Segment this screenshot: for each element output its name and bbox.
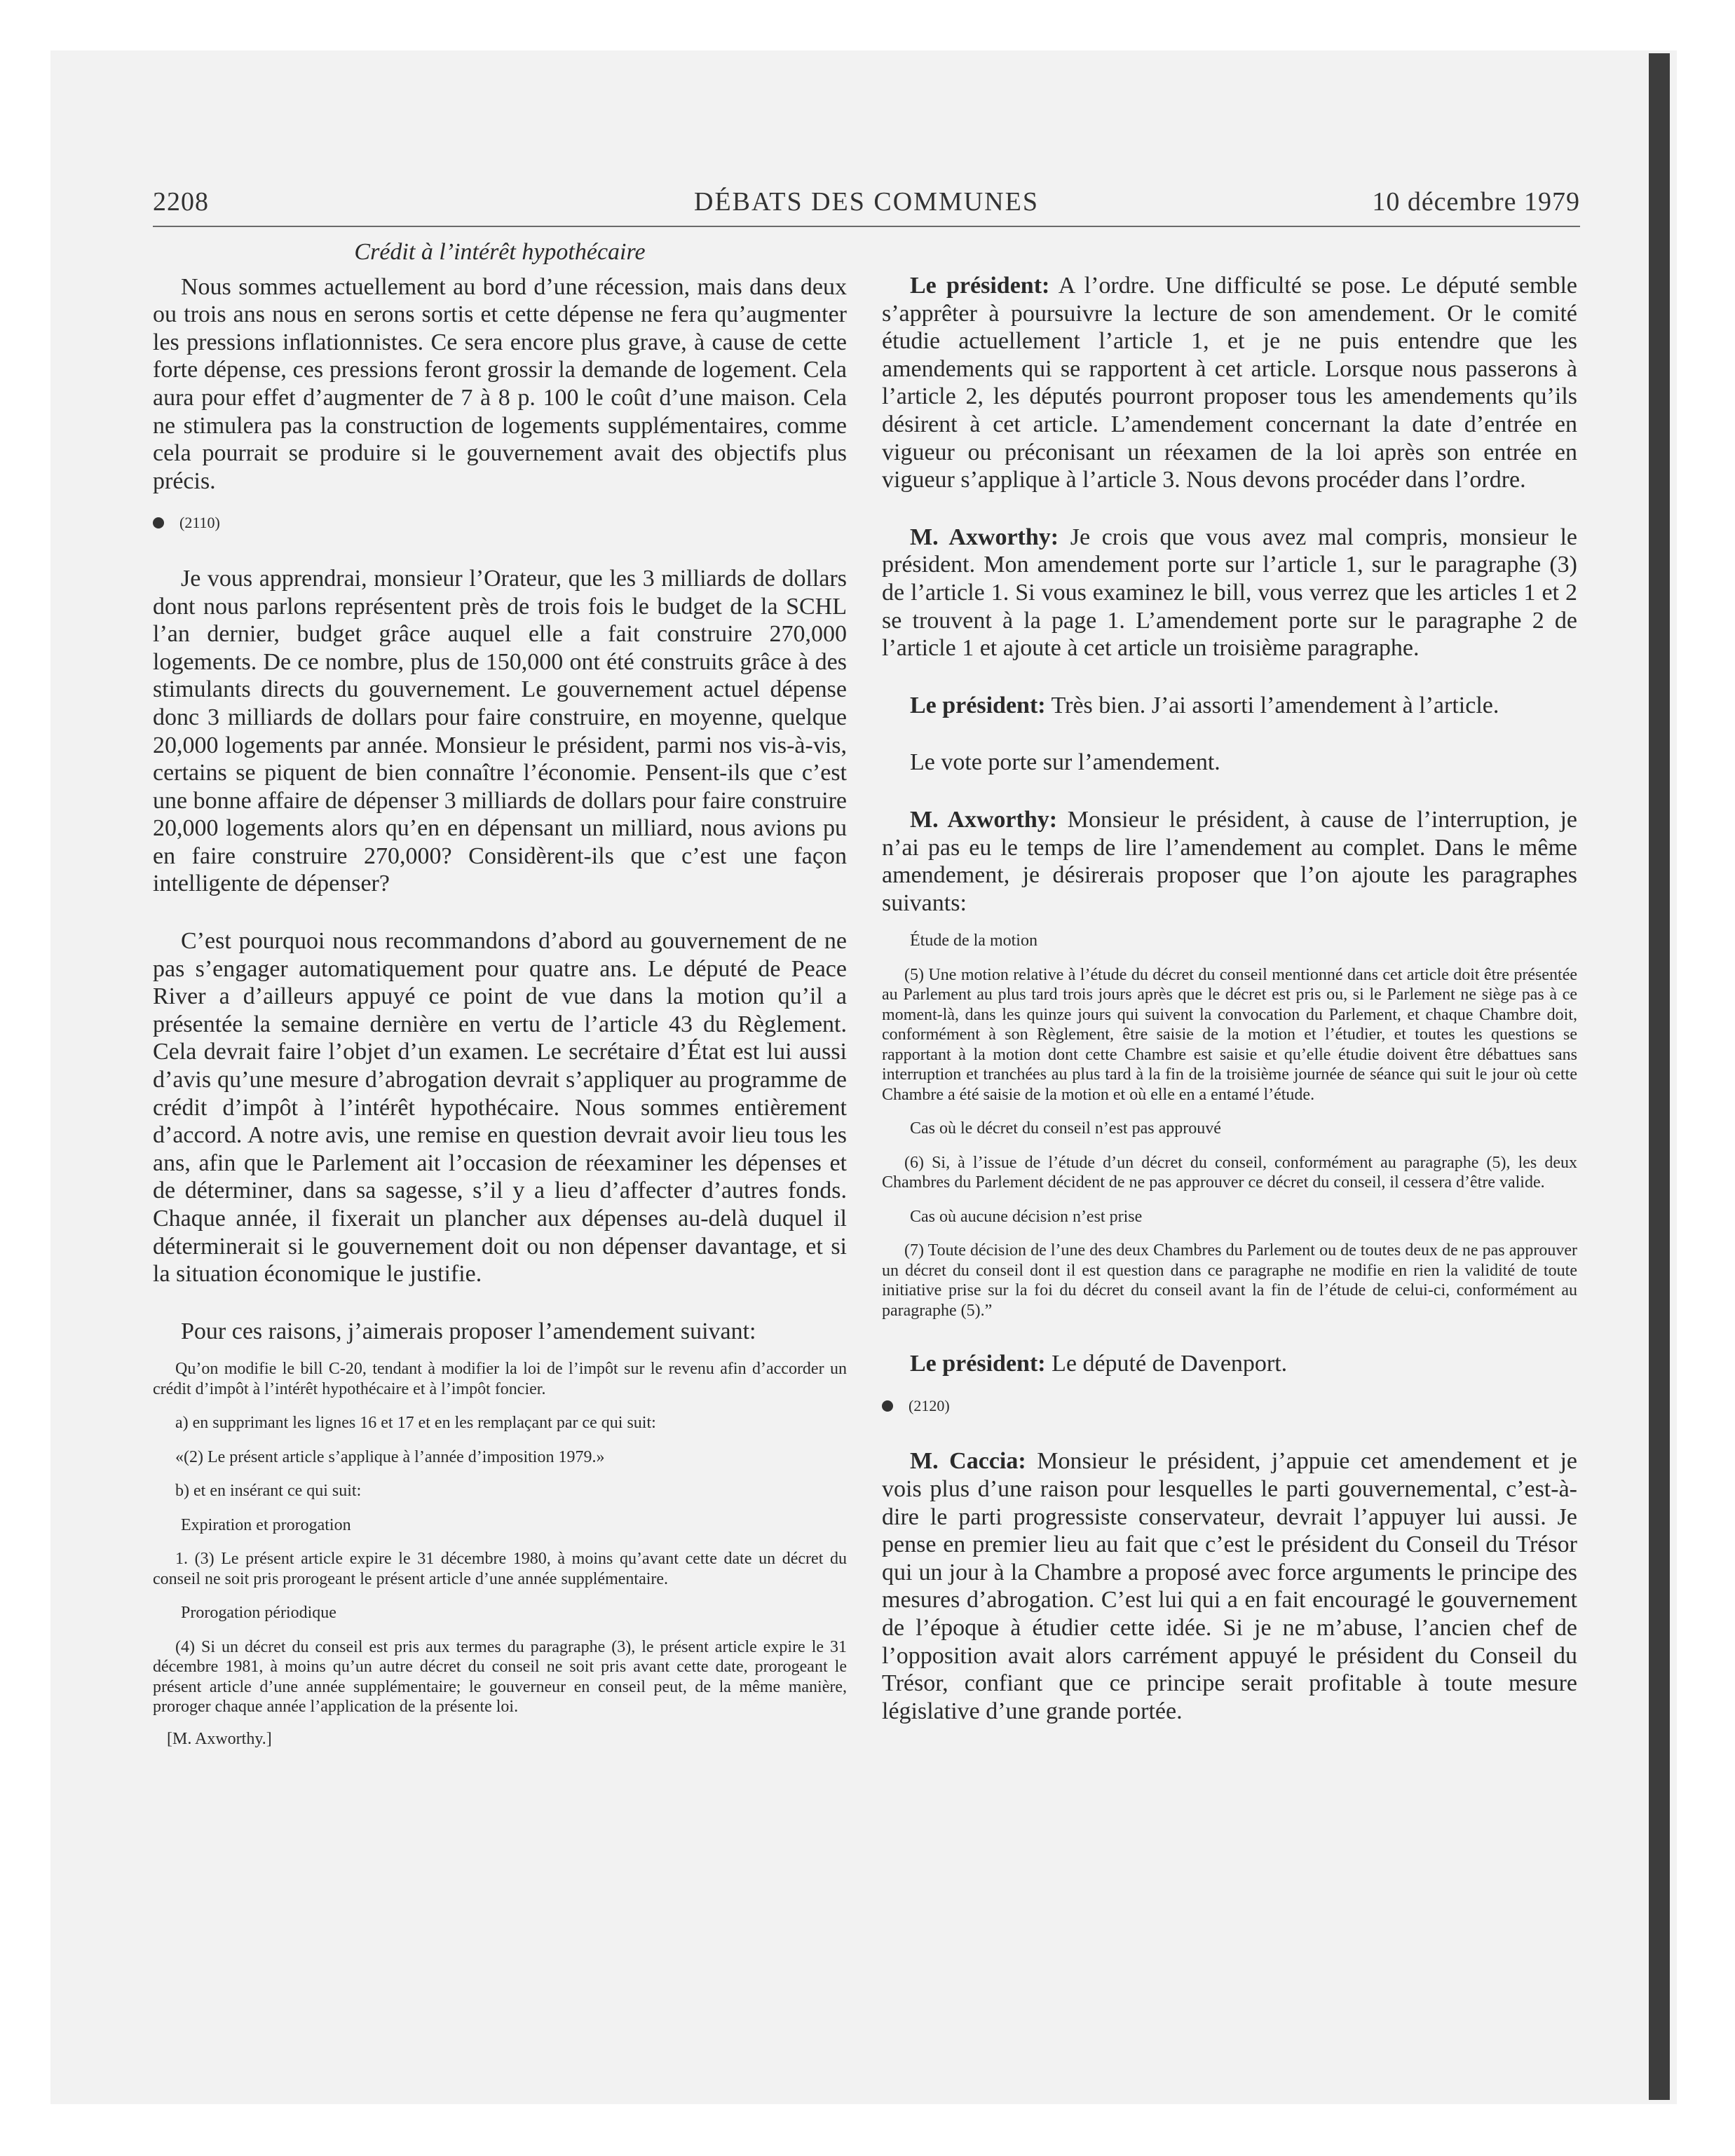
speaker-name: Le président: bbox=[910, 273, 1050, 299]
speech bbox=[882, 806, 1577, 917]
subsection-text: (7) Toute décision de l’une des deux Chambres du Parlement ou de toutes deux de ne pas approuver un décret du conseil dont il est question dans ce paragraphe ne modifie en rien la validité de toute initiative prise sur la foi du décret du conseil avant la fin de l’étude de celui-ci, conformément au paragraphe (5).” bbox=[882, 1241, 1577, 1320]
speech bbox=[882, 524, 1577, 662]
subsection-text: (4) Si un décret du conseil est pris aux termes du paragraphe (3), le présent article expire le 31 décembre 1981, à moins qu’un autre décret du conseil ne soit pris avant cette date, prorogeant le présent article d’une année supplémentaire; le gouverneur en conseil peut, de la même manière, proroger chaque année l’application de la présente loi. bbox=[153, 1637, 847, 1717]
motion-item-b: b) et en insérant ce qui suit: bbox=[175, 1482, 362, 1501]
right-column bbox=[882, 231, 1577, 2082]
scan-edge bbox=[1649, 53, 1670, 2100]
speech-text: Très bien. J’ai assorti l’amendement à l’article. bbox=[1045, 692, 1499, 718]
timestamp-label: (2120) bbox=[909, 1396, 950, 1414]
bullet-icon bbox=[882, 1400, 893, 1412]
subsection-text: 1. (3) Le présent article expire le 31 décembre 1980, à moins qu’avant cette date un décret du conseil ne soit pris prorogeant le présent article d’une année supplémentaire. bbox=[153, 1550, 847, 1588]
journal-title: DÉBATS DES COMMUNES bbox=[694, 187, 1039, 217]
paragraph: Nous sommes actuellement au bord d’une récession, mais dans deux ou trois ans nous en serons sortis et cette dépense ne fera qu’augmenter les pressions inflationnistes. Ce sera encore plus grave, à cause de cette forte dépense, ces pressions feront grossir la demande de logement. Cela aura pour effet d’augmenter de 7 à 8 p. 100 le coût d’une maison. Cela ne stimulera pas la construction de logements supplémentaires, comme cela pourrait se produire si le gouvernement avait des objectifs plus précis. bbox=[153, 273, 847, 494]
paragraph: C’est pourquoi nous recommandons d’abord au gouvernement de ne pas s’engager automatiquement pour quatre ans. Le député de Peace River a d’ailleurs appuyé ce point de vue dans la motion qu’il a présentée la semaine dernière en vertu de l’article 43 du Règlement. Cela devrait faire l’objet d’un examen. Le secrétaire d’État est lui aussi d’avis qu’une mesure d’abrogation devrait s’appliquer au programme de crédit d’impôt à l’intérêt hypothécaire. Nous sommes entièrement d’accord. A notre avis, une remise en question devrait avoir lieu tous les ans, afin que le Parlement ait l’occasion de réexaminer les dépenses et de déterminer, dans sa sagesse, s’il y a lieu d’affecter d’autres fonds. Chaque année, il fixerait un plancher aux dépenses au-delà duquel il déterminerait si le gouvernement doit ou non dépenser davantage, et si la situation économique le justifie. bbox=[153, 928, 847, 1288]
page-date: 10 décembre 1979 bbox=[1372, 187, 1580, 217]
speaker-name: M. Axworthy: bbox=[910, 806, 1058, 833]
paragraph: Le vote porte sur l’amendement. bbox=[910, 749, 1220, 776]
motion-item-a-quote: «(2) Le présent article s’applique à l’année d’imposition 1979.» bbox=[175, 1447, 605, 1466]
speech bbox=[882, 1350, 1577, 1378]
page-number: 2208 bbox=[153, 187, 209, 217]
subsection-text: (6) Si, à l’issue de l’étude d’un décret du conseil, conformément au paragraphe (5), les deux Chambres du Parlement décident de ne pas approuver ce décret du conseil, il cessera d’être valide. bbox=[882, 1153, 1577, 1192]
speech bbox=[882, 692, 1577, 720]
speech-text: Monsieur le président, à cause de l’interruption, je n’ai pas eu le temps de lire l’amendement au complet. Dans le même amendement, je désirerais proposer que l’on ajoute les paragraphes suivants: bbox=[882, 806, 1578, 916]
speech bbox=[882, 272, 1577, 494]
subsection-title: Cas où le décret du conseil n’est pas approuvé bbox=[910, 1119, 1221, 1138]
subsection-title: Étude de la motion bbox=[910, 932, 1037, 950]
speech-text: Monsieur le président, j’appuie cet amendement et je vois plus d’une raison pour lesquelles le parti gouvernemental, c’est-à-dire le parti progressiste conservateur, devrait l’appuyer lui aussi. Je pense en premier lieu au fait que c’est le président du Conseil du Trésor qui un jour à la Chambre a proposé avec force arguments le principe des mesures d’abrogation. C’est lui qui a en fait encouragé le gouvernement de l’époque à étudier cette idée. Si je ne m’abuse, l’ancien chef de l’opposition avait alors carrément appuyé le président du Conseil du Trésor, confiant que ce principe serait profitable à toute mesure législative d’une grande portée. bbox=[882, 1448, 1577, 1724]
paragraph: Pour ces raisons, j’aimerais proposer l’amendement suivant: bbox=[181, 1318, 756, 1344]
timestamp bbox=[153, 509, 847, 537]
subsection-title: Prorogation périodique bbox=[181, 1604, 336, 1623]
speech-text: Je crois que vous avez mal compris, monsieur le président. Mon amendement porte sur l’article 1, sur le paragraphe (3) de l’article 1. Si vous examinez le bill, vous verrez que les articles 1 et 2 se trouvent à la page 1. L’amendement porte sur le paragraphe 2 de l’article 1 et ajoute à cet article un troisième paragraphe. bbox=[882, 524, 1577, 662]
timestamp bbox=[882, 1392, 1577, 1420]
speaker-name: M. Axworthy: bbox=[910, 524, 1059, 550]
speech-text: A l’ordre. Une difficulté se pose. Le député semble s’apprêter à poursuivre la lecture de son amendement. Or le comité étudie actuellement l’article 1, et je ne puis entendre que les amendements qui se rapportent à cet article. Lorsque nous passerons à l’article 2, les députés pourront proposer tous les amendements qu’ils désirent à cet article. L’amendement concernant la date d’entrée en vigueur ou préconisant un réexamen de la loi après son entrée en vigueur s’applique à l’article 3. Nous devons procéder dans l’ordre. bbox=[882, 273, 1577, 493]
section-title: Crédit à l’intérêt hypothécaire bbox=[354, 239, 646, 265]
left-column bbox=[153, 231, 847, 2082]
speaker-name: Le président: bbox=[910, 692, 1046, 718]
speech-text: Le député de Davenport. bbox=[1045, 1351, 1288, 1377]
speech bbox=[882, 1447, 1577, 1725]
speaker-signature: [M. Axworthy.] bbox=[167, 1729, 272, 1748]
subsection-title: Expiration et prorogation bbox=[181, 1515, 351, 1534]
speaker-name: M. Caccia: bbox=[910, 1448, 1026, 1475]
speaker-name: Le président: bbox=[910, 1351, 1046, 1377]
motion-intro: Qu’on modifie le bill C-20, tendant à modifier la loi de l’impôt sur le revenu afin d’accorder un crédit d’impôt à l’intérêt hypothécaire et à l’impôt foncier. bbox=[153, 1360, 847, 1398]
motion-item-a: a) en supprimant les lignes 16 et 17 et en les remplaçant par ce qui suit: bbox=[175, 1414, 656, 1433]
subsection-text: (5) Une motion relative à l’étude du décret du conseil mentionné dans cet article doit être présentée au Parlement au plus tard trois jours après que le décret est pris ou, si le Parlement ne siège pas à ce moment-là, dans les quinze jours qui suivent la convocation du Parlement, et chaque Chambre doit, conformément à son Règlement, être saisie de la motion et l’étudier, et toutes les questions se rapportant à la motion dont cette Chambre est saisie et qu’elle étudie doivent être débattues sans interruption et tranchées au plus tard à la fin de la troisième journée de séance qui suit le jour où cette Chambre a été saisie de la motion et où elle en a entamé l’étude. bbox=[882, 965, 1577, 1104]
subsection-title: Cas où aucune décision n’est prise bbox=[910, 1207, 1143, 1226]
paragraph: Je vous apprendrai, monsieur l’Orateur, que les 3 milliards de dollars dont nous parlons représentent près de trois fois le budget de la SCHL l’an dernier, budget grâce auquel elle a fait construire 270,000 logements. De ce nombre, plus de 150,000 ont été construits grâce à des stimulants directs du gouvernement. Le gouvernement actuel dépense donc 3 milliards de dollars pour faire construire, en moyenne, quelque 20,000 logements par année. Monsieur le président, parmi nos vis-à-vis, certains se piquent de bien connaître l’économie. Pensent-ils que c’est une bonne affaire de dépenser 3 milliards de dollars pour faire construire 20,000 logements alors qu’en en dépensant un milliard, nous avions pu en faire construire 270,000? Considèrent-ils que c’est une façon intelligente de dépenser? bbox=[153, 565, 847, 897]
bullet-icon bbox=[153, 517, 164, 528]
page-header bbox=[153, 184, 1580, 227]
timestamp-label: (2110) bbox=[179, 514, 220, 532]
